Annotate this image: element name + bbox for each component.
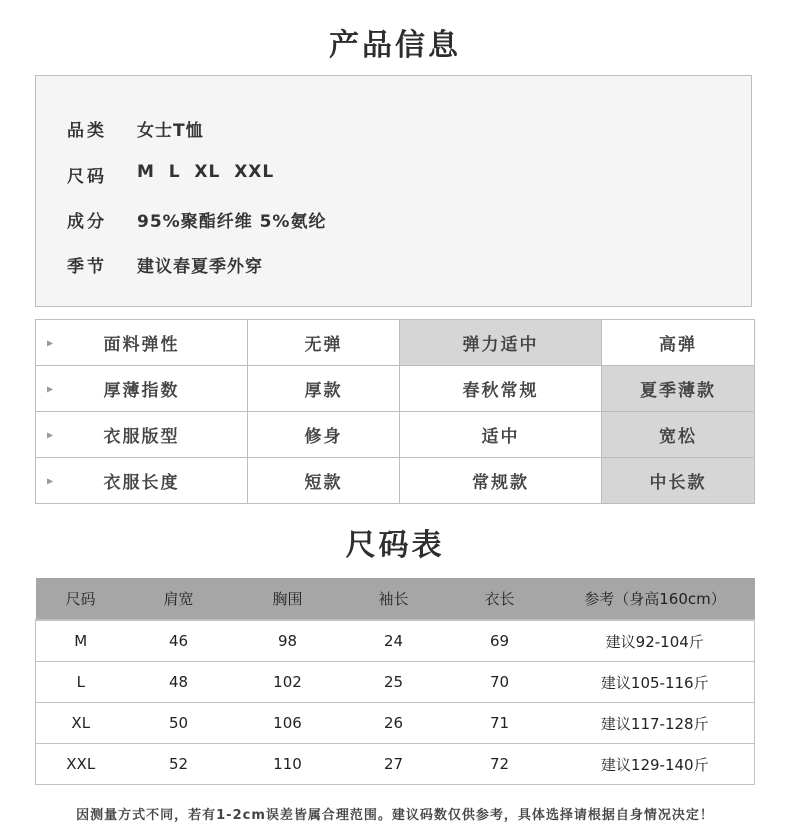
- reference-cell: 建议105-116斤: [556, 662, 755, 703]
- product-info-title: 产品信息: [329, 28, 461, 63]
- length-cell: 72: [444, 744, 556, 785]
- attribute-option-selected: 夏季薄款: [602, 366, 755, 412]
- table-row: [36, 662, 755, 703]
- info-value: 95%聚酯纤维 5%氨纶: [137, 212, 327, 232]
- attribute-option: 短款: [248, 458, 400, 504]
- bust-cell: 106: [232, 703, 344, 744]
- size-cell: L: [36, 662, 126, 703]
- info-key: 尺码: [67, 167, 107, 187]
- attribute-row-thickness: [36, 366, 755, 412]
- bust-cell: 102: [232, 662, 344, 703]
- column-header: 参考（身高160cm）: [556, 578, 755, 620]
- reference-cell: 建议92-104斤: [556, 620, 755, 662]
- column-header: 胸围: [232, 578, 344, 620]
- attribute-option: 高弹: [602, 320, 755, 366]
- size-cell: XXL: [36, 744, 126, 785]
- info-row-season: [67, 252, 263, 277]
- attribute-row-elasticity: [36, 320, 755, 366]
- attribute-label: ▶ 衣服长度: [36, 458, 248, 504]
- size-table-header: [36, 578, 755, 620]
- sleeve-cell: 25: [344, 662, 444, 703]
- info-row-size: [67, 162, 274, 187]
- reference-cell: 建议117-128斤: [556, 703, 755, 744]
- attribute-option-selected: 弹力适中: [400, 320, 602, 366]
- shoulder-cell: 48: [126, 662, 232, 703]
- attribute-option: 厚款: [248, 366, 400, 412]
- shoulder-cell: 52: [126, 744, 232, 785]
- attribute-option-selected: 宽松: [602, 412, 755, 458]
- info-value: M L XL XXL: [137, 162, 275, 182]
- column-header: 衣长: [444, 578, 556, 620]
- attribute-table: [35, 319, 755, 504]
- attribute-option: 无弹: [248, 320, 400, 366]
- column-header: 尺码: [36, 578, 126, 620]
- sleeve-cell: 24: [344, 620, 444, 662]
- triangle-right-icon: ▶: [47, 384, 54, 393]
- info-key: 品类: [67, 121, 107, 141]
- table-row: [36, 744, 755, 785]
- bust-cell: 110: [232, 744, 344, 785]
- info-key: 成分: [67, 212, 107, 232]
- size-chart-table: [35, 578, 755, 785]
- reference-cell: 建议129-140斤: [556, 744, 755, 785]
- size-cell: XL: [36, 703, 126, 744]
- attribute-option-selected: 中长款: [602, 458, 755, 504]
- attribute-option: 修身: [248, 412, 400, 458]
- table-row: [36, 703, 755, 744]
- attribute-row-fit: [36, 412, 755, 458]
- attribute-label: ▶ 面料弹性: [36, 320, 248, 366]
- length-cell: 69: [444, 620, 556, 662]
- column-header: 肩宽: [126, 578, 232, 620]
- sleeve-cell: 26: [344, 703, 444, 744]
- bust-cell: 98: [232, 620, 344, 662]
- table-row: [36, 620, 755, 662]
- info-value: 女士T恤: [137, 121, 204, 141]
- attribute-label: ▶ 衣服版型: [36, 412, 248, 458]
- triangle-right-icon: ▶: [47, 338, 54, 347]
- info-key: 季节: [67, 257, 107, 277]
- size-chart-title: 尺码表: [345, 528, 445, 563]
- triangle-right-icon: ▶: [47, 430, 54, 439]
- measurement-note: 因测量方式不同，若有1-2cm误差皆属合理范围。建议码数仅供参考，具体选择请根据自身情况决定！: [76, 808, 714, 823]
- column-header: 袖长: [344, 578, 444, 620]
- triangle-right-icon: ▶: [47, 476, 54, 485]
- sleeve-cell: 27: [344, 744, 444, 785]
- shoulder-cell: 46: [126, 620, 232, 662]
- attribute-label: ▶ 厚薄指数: [36, 366, 248, 412]
- size-cell: M: [36, 620, 126, 662]
- info-row-material: [67, 207, 326, 232]
- attribute-option: 适中: [400, 412, 602, 458]
- attribute-option: 春秋常规: [400, 366, 602, 412]
- product-info-box: [35, 75, 752, 307]
- attribute-option: 常规款: [400, 458, 602, 504]
- info-value: 建议春夏季外穿: [137, 257, 263, 277]
- length-cell: 70: [444, 662, 556, 703]
- shoulder-cell: 50: [126, 703, 232, 744]
- attribute-row-length: [36, 458, 755, 504]
- length-cell: 71: [444, 703, 556, 744]
- info-row-category: [67, 116, 204, 141]
